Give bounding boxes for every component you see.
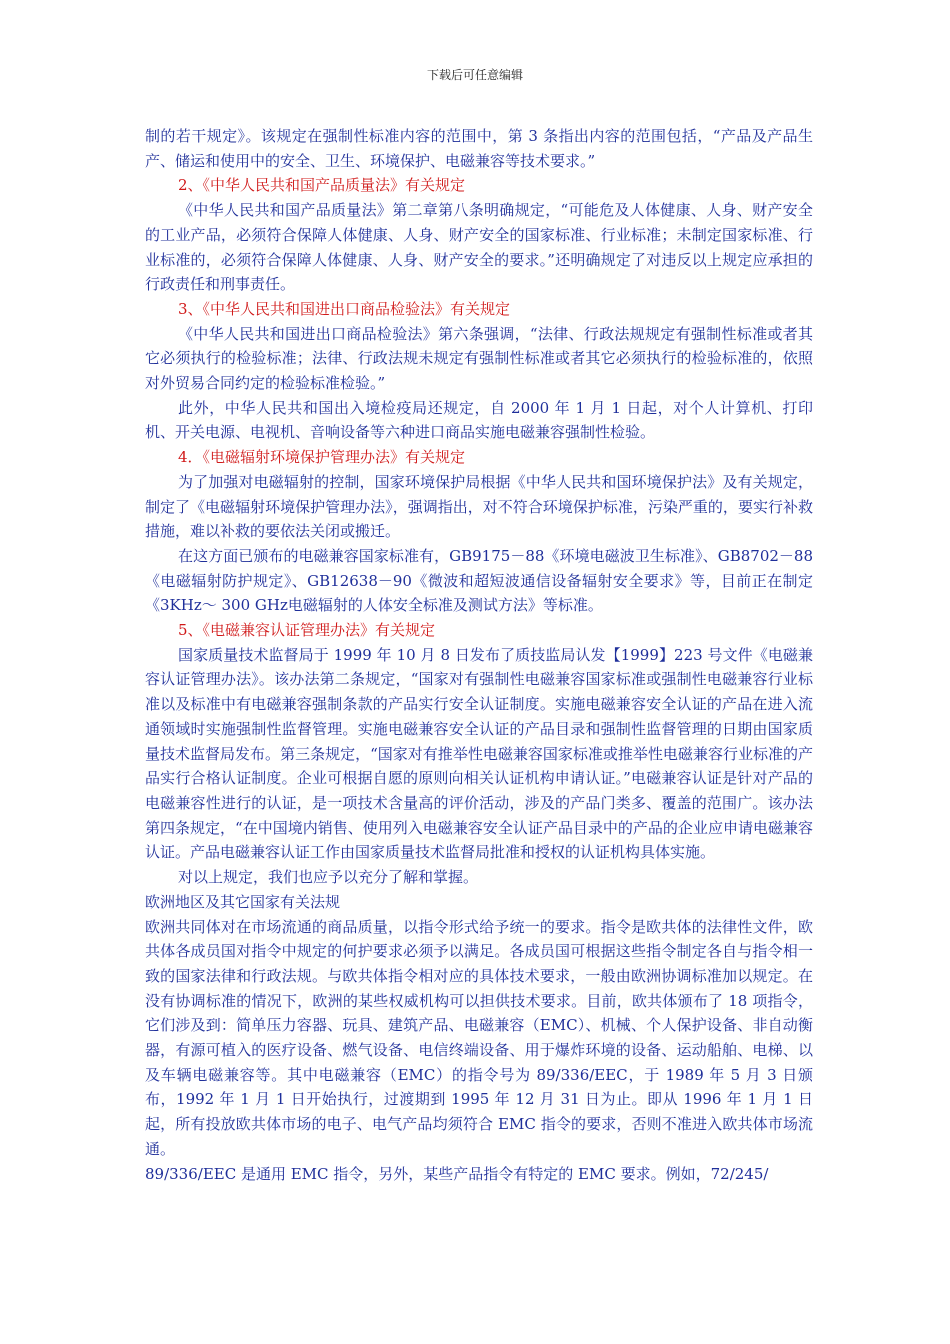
section-heading-import-export-inspection-law: 3、《中华人民共和国进出口商品检验法》有关规定 — [178, 299, 511, 318]
paragraph-eu-directives: 欧洲共同体对在市场流通的商品质量，以指令形式给予统一的要求。指令是欧共体的法律性文件，欧共体各成员国对指令中规定的何护要求必须予以满足。各成员国可根据这些指令制定各自与指令相一致的国家法律和行政法规。与欧共体指令相对应的具体技术要求，一般由欧洲协调标准加以规定。在没有协调标准的情况下，欧洲的某些权威机构可以担供技术要求。目前，欧共体颁布了 18 项指令，它们涉及到：简单压力容器、玩具、建筑产品、电磁兼容（EMC）、机械、个人保护设备、非自动衡器，有源可植入的医疗设备、燃气设备、电信终端设备、用于爆炸环境的设备、运动船舶、电梯、以及车辆电磁兼容等。其中电磁兼容（EMC）的指令号为 89/336/EEC，于 1989 年 5 月 3 日颁布，1992 年 1 月 1 日开始执行，过渡期到 1995 年 12 月 31 日为止。即从 1996 年 1 月 1 日起，所有投放欧共体市场的电子、电气产品均须符合 EMC 指令的要求，否则不准进入欧共体市场流通。 — [145, 917, 813, 1158]
document-body — [145, 124, 813, 1186]
paragraph-product-quality-law: 《中华人民共和国产品质量法》第二章第八条明确规定，“可能危及人体健康、人身、财产安全的工业产品，必须符合保障人体健康、人身、财产安全的国家标准、行业标准；未制定国家标准、行业标准的，必须符合保障人体健康、人身、财产安全的要求。”还明确规定了对违反以上规定应承担的行政责任和刑事责任。 — [145, 201, 813, 294]
subsection-title-europe: 欧洲地区及其它国家有关法规 — [145, 892, 341, 911]
paragraph-emc-certification: 国家质量技术监督局于 1999 年 10 月 8 日发布了质技监局认发【1999】223 号文件《电磁兼容认证管理办法》。该办法第二条规定，“国家对有强制性电磁兼容国家标准或强制性电磁兼容行业标准以及标准中有电磁兼容强制条款的产品实行安全认证制度。实施电磁兼容安全认证的产品在进入流通领域时实施强制性监督管理。实施电磁兼容安全认证的产品目录和强制性监督管理的日期由国家质量技术监督局发布。第三条规定，“国家对有推举性电磁兼容国家标准或推举性电磁兼容行业标准的产品实行合格认证制度。企业可根据自愿的原则向相关认证机构申请认证。”电磁兼容认证是针对产品的电磁兼容性进行的认证，是一项技术含量高的评价活动，涉及的产品门类多、覆盖的范围广。该办法第四条规定，“在中国境内销售、使用列入电磁兼容安全认证产品目录中的产品的企业应申请电磁兼容认证。产品电磁兼容认证工作由国家质量技术监督局批准和授权的认证机构具体实施。 — [145, 645, 813, 862]
paragraph-national-standards: 在这方面已颁布的电磁兼容国家标准有，GB9175－88《环境电磁波卫生标准》、GB8702－88《电磁辐射防护规定》、GB12638－90《微波和超短波通信设备辐射安全要求》等，目前正在制定《3KHz～ 300 GHz电磁辐射的人体安全标准及测试方法》等标准。 — [145, 546, 813, 615]
page-header: 下载后可任意编辑 — [426, 68, 523, 82]
paragraph-general-emc-directive: 89/336/EEC 是通用 EMC 指令，另外，某些产品指令有特定的 EMC 要求。例如，72/245/ — [145, 1164, 769, 1183]
paragraph-radiation-protection: 为了加强对电磁辐射的控制，国家环境保护局根据《中华人民共和国环境保护法》及有关规定，制定了《电磁辐射环境保护管理办法》，强调指出，对不符合环境保护标准，污染严重的，要实行补救措施，难以补救的要依法关闭或搬迁。 — [145, 472, 813, 541]
section-heading-emc-certification: 5、《电磁兼容认证管理办法》有关规定 — [178, 621, 436, 640]
paragraph-summary: 对以上规定，我们也应予以充分了解和掌握。 — [178, 868, 479, 887]
paragraph-import-export-inspection-law: 《中华人民共和国进出口商品检验法》第六条强调，“法律、行政法规规定有强制性标准或者其它必须执行的检验标准；法律、行政法规未规定有强制性标准或者其它必须执行的检验标准的，依照对外贸易合同约定的检验标准检验。” — [145, 324, 813, 393]
section-heading-radiation-protection: 4．《电磁辐射环境保护管理办法》有关规定 — [178, 448, 466, 467]
paragraph-continuation: 制的若干规定》。该规定在强制性标准内容的范围中，第 3 条指出内容的范围包括，“产品及产品生产、储运和使用中的安全、卫生、环境保护、电磁兼容等技术要求。” — [145, 127, 813, 170]
section-heading-product-quality-law: 2、《中华人民共和国产品质量法》有关规定 — [178, 176, 466, 195]
paragraph-quarantine-bureau: 此外，中华人民共和国出入境检疫局还规定，自 2000 年 1 月 1 日起，对个人计算机、打印机、开关电源、电视机、音响设备等六种进口商品实施电磁兼容强制性检验。 — [145, 398, 813, 442]
